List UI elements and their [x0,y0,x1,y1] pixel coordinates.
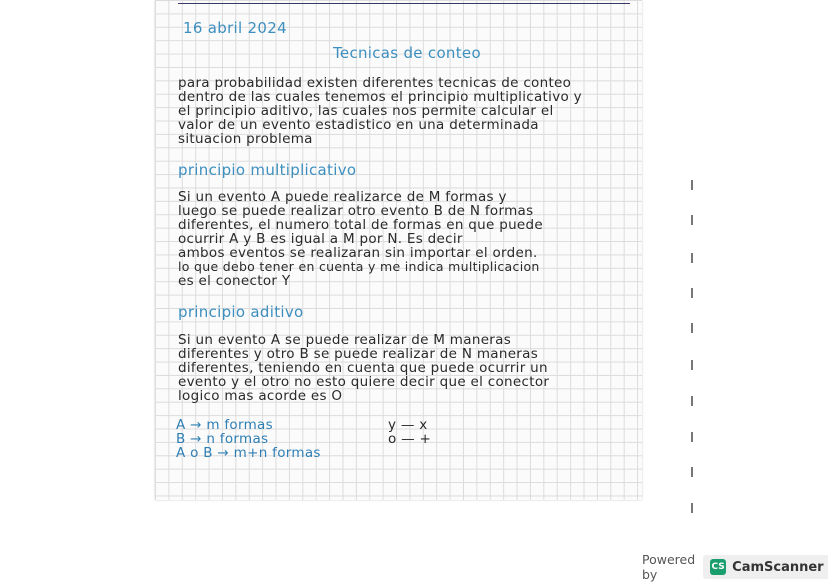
text-line: evento y el otro no esto quiere decir que el conector [178,374,550,390]
formula-line: B → n formas [176,431,269,447]
text-line: diferentes, el numero total de formas en que puede [178,217,544,233]
text-line: el principio aditivo, las cuales nos permite calcular el [178,103,554,119]
formula-line: A → m formas [176,417,273,433]
text-line: ambos eventos se realizaran sin importar el orden. [178,245,538,261]
text-line: Si un evento A se puede realizar de M maneras [178,332,512,348]
text-line: valor de un evento estadistico en una determinada [178,117,539,133]
text-line: lo que debo tener en cuenta y me indica multiplicacion [178,259,540,274]
text-line: Si un evento A puede realizarce de M formas y [178,189,507,205]
section-heading-multiplicativo: principio multiplicativo [178,161,357,179]
camscanner-label: CamScanner [732,559,824,575]
camscanner-badge[interactable] [703,555,828,579]
text-line: es el conector Y [178,273,291,289]
formula-line: A o B → m+n formas [176,445,321,461]
powered-by-footer [642,552,828,582]
scan-edge-mark [691,215,693,225]
text-line: diferentes y otro B se puede realizar de N maneras [178,346,539,362]
scan-edge-mark [691,180,693,190]
scan-edge-mark [691,323,693,333]
scan-edge-mark [691,288,693,298]
scan-edge-mark [691,360,693,370]
date: 16 abril 2024 [183,19,287,37]
camscanner-logo-icon: CS [710,559,726,575]
text-line: diferentes, teniendo en cuenta que puede ocurrir un [178,360,548,376]
connector-line: o — + [388,431,432,447]
scan-edge-mark [691,467,693,477]
scan-edge-mark [691,396,693,406]
text-line: luego se puede realizar otro evento B de N formas [178,203,534,219]
scan-edge-mark [691,503,693,513]
text-line: ocurrir A y B es igual a M por N. Es decir [178,231,463,247]
scan-edge-mark [691,432,693,442]
text-line: para probabilidad existen diferentes tecnicas de conteo [178,75,572,91]
text-line: logico mas acorde es O [178,388,343,404]
scan-edge-mark [691,253,693,263]
page-top-border [178,0,630,4]
connector-line: y — x [388,417,428,433]
page-title: Tecnicas de conteo [333,44,481,62]
section-heading-aditivo: principio aditivo [178,303,304,321]
powered-by-label: Powered by [642,552,696,582]
text-line: situacion problema [178,131,313,147]
text-line: dentro de las cuales tenemos el principio multiplicativo y [178,89,582,105]
